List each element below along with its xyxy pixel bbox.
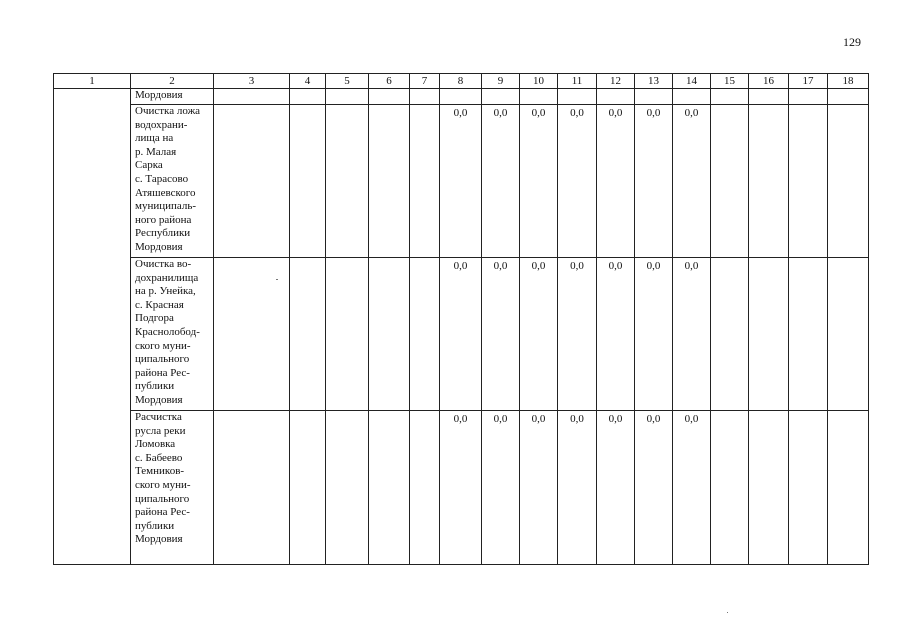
- row-name: Очистка ложа водохрани- лища на р. Малая Сарка с. Тарасово Атяшевского муниципаль- ного района Республики Мордовия: [131, 105, 214, 258]
- column-header: 9: [482, 74, 520, 89]
- cell-value: 0,0: [440, 411, 482, 565]
- cell-value: 0,0: [673, 411, 711, 565]
- cell-value: 0,0: [558, 258, 597, 411]
- row-name: Очистка во- дохранилища на р. Унейка, с. Красная Подгора Краснолобод- ского муни- ципального района Рес- публики Мордовия: [131, 258, 214, 411]
- column-header: 6: [369, 74, 410, 89]
- table-row: [54, 411, 869, 565]
- page-number: 129: [843, 35, 861, 49]
- cell-value: [558, 89, 597, 105]
- cell-value: 0,0: [440, 258, 482, 411]
- column-header: 16: [749, 74, 789, 89]
- cell-value: 0,0: [520, 105, 558, 258]
- column-header: 10: [520, 74, 558, 89]
- cell-value: 0,0: [673, 258, 711, 411]
- cell-value: 0,0: [558, 105, 597, 258]
- data-table: [53, 73, 869, 565]
- column-header: 4: [290, 74, 326, 89]
- column-header: 11: [558, 74, 597, 89]
- column-header: 5: [326, 74, 369, 89]
- cell-value: [673, 89, 711, 105]
- column-header: 14: [673, 74, 711, 89]
- cell-value: 0,0: [520, 258, 558, 411]
- cell-value: 0,0: [482, 258, 520, 411]
- column-header: 7: [410, 74, 440, 89]
- column-header: 1: [54, 74, 131, 89]
- table-row: [54, 258, 869, 411]
- column-header: 15: [711, 74, 749, 89]
- cell-value: 0,0: [635, 411, 673, 565]
- scan-speck: [276, 279, 278, 280]
- column-header: 8: [440, 74, 482, 89]
- cell-value: 0,0: [558, 411, 597, 565]
- header-row: [54, 74, 869, 89]
- cell-value: 0,0: [597, 258, 635, 411]
- row-name: Мордовия: [131, 89, 214, 105]
- table-row: [54, 89, 869, 105]
- scan-speck: [727, 612, 728, 613]
- cell-value: 0,0: [635, 105, 673, 258]
- cell-value: 0,0: [440, 105, 482, 258]
- table-row: [54, 105, 869, 258]
- cell-value: 0,0: [482, 105, 520, 258]
- cell-value: 0,0: [673, 105, 711, 258]
- cell-value: 0,0: [597, 105, 635, 258]
- cell-value: 0,0: [597, 411, 635, 565]
- cell-value: 0,0: [635, 258, 673, 411]
- column-header: 13: [635, 74, 673, 89]
- cell-value: [597, 89, 635, 105]
- row-name: Расчистка русла реки Ломовка с. Бабеево Темников- ского муни- ципального района Рес- публики Мордовия: [131, 411, 214, 565]
- cell: [54, 89, 131, 565]
- cell-value: 0,0: [520, 411, 558, 565]
- column-header: 3: [214, 74, 290, 89]
- column-header: 17: [789, 74, 828, 89]
- column-header: 12: [597, 74, 635, 89]
- cell-value: [440, 89, 482, 105]
- cell-value: 0,0: [482, 411, 520, 565]
- cell-value: [520, 89, 558, 105]
- column-header: 18: [828, 74, 869, 89]
- column-header: 2: [131, 74, 214, 89]
- cell-value: [482, 89, 520, 105]
- cell-value: [635, 89, 673, 105]
